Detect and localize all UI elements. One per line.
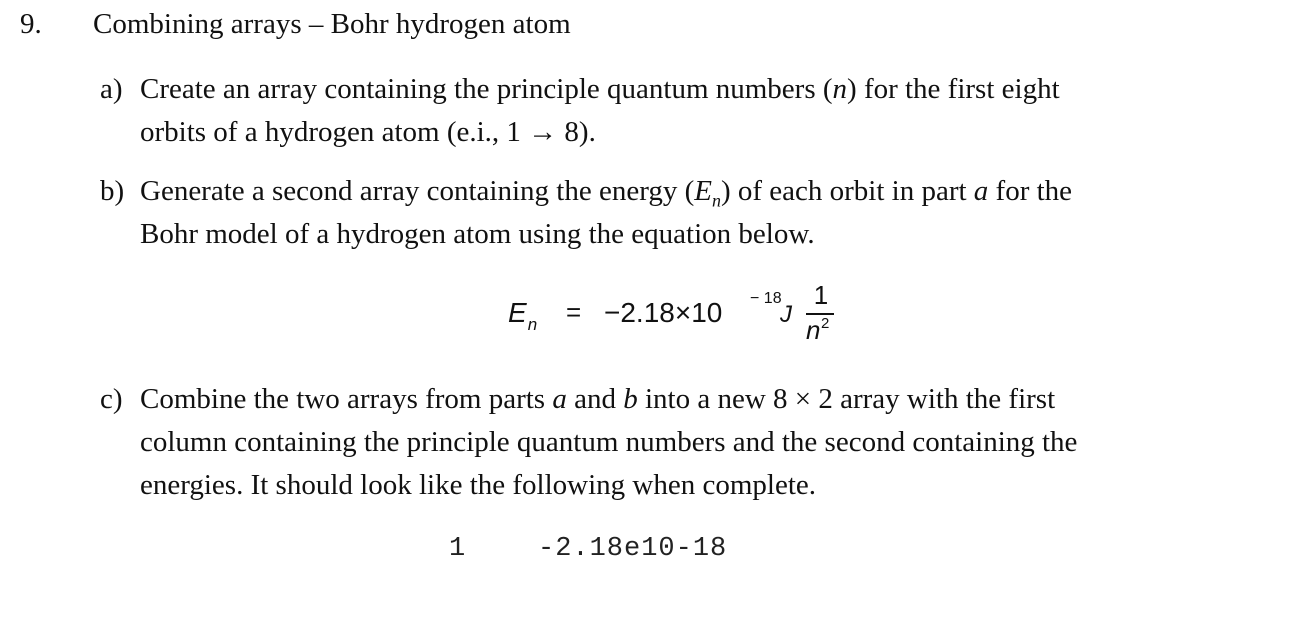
part-a-label: a) — [100, 73, 123, 105]
part-c-label: c) — [100, 383, 123, 415]
part-a-text — [140, 68, 1240, 154]
part-b-line-1-suffix: for the — [988, 175, 1073, 207]
part-b-line-2: Bohr model of a hydrogen atom using the equation below. — [140, 218, 815, 250]
part-a-line-1 — [140, 68, 1240, 111]
part-b-line-1-mid: ) of each orbit in part — [720, 175, 974, 207]
part-b-var-e: E — [694, 175, 712, 207]
part-c-line-1 — [140, 378, 1240, 421]
part-a-line-1-suffix: ) for the first eight — [847, 73, 1060, 105]
part-a-line-1-prefix: Create an array containing the principle quantum numbers ( — [140, 73, 833, 105]
equation-unit: J — [780, 301, 792, 328]
part-c-line-2: column containing the principle quantum numbers and the second containing the — [140, 426, 1078, 458]
part-b-label: b) — [100, 175, 125, 207]
part-c-line-1-suffix: into a new 8 × 2 array with the first — [637, 383, 1056, 415]
equation-numerator: 1 — [813, 280, 829, 310]
part-c-ref-b: b — [623, 383, 638, 415]
part-c-line-3: energies. It should look like the following when complete. — [140, 469, 816, 501]
equation-lhs-symbol: E — [508, 297, 527, 328]
equation-equals-sign: = — [566, 297, 582, 327]
part-c-line-1-prefix: Combine the two arrays from parts — [140, 383, 553, 415]
part-b-text — [140, 170, 1240, 256]
part-c-line-1-and: and — [566, 383, 624, 415]
equation-lhs — [508, 297, 538, 334]
output-sample-quantum-number: 1 — [449, 534, 466, 564]
equation-denominator-exponent: 2 — [821, 315, 830, 332]
part-a-var-n: n — [832, 73, 848, 105]
equation-denominator: n — [806, 315, 821, 345]
part-b-var-e-sub: n — [711, 190, 721, 211]
part-b-line-1 — [140, 170, 1240, 213]
equation-lhs-subscript: n — [527, 315, 538, 334]
bohr-energy-equation — [508, 280, 868, 360]
part-c-text — [140, 378, 1240, 507]
part-b-ref-a: a — [973, 175, 989, 207]
output-sample-energy: -2.18e10-18 — [538, 534, 728, 564]
part-b-line-1-prefix: Generate a second array containing the energy ( — [140, 175, 695, 207]
question-number: 9. — [20, 8, 42, 40]
part-c-ref-a: a — [552, 383, 567, 415]
equation-coefficient: −2.18×10 — [604, 297, 723, 328]
question-title: Combining arrays – Bohr hydrogen atom — [93, 8, 571, 40]
part-a-line-2: orbits of a hydrogen atom (e.i., 1 → 8). — [140, 116, 596, 148]
equation-exponent: − 18 — [750, 290, 782, 307]
